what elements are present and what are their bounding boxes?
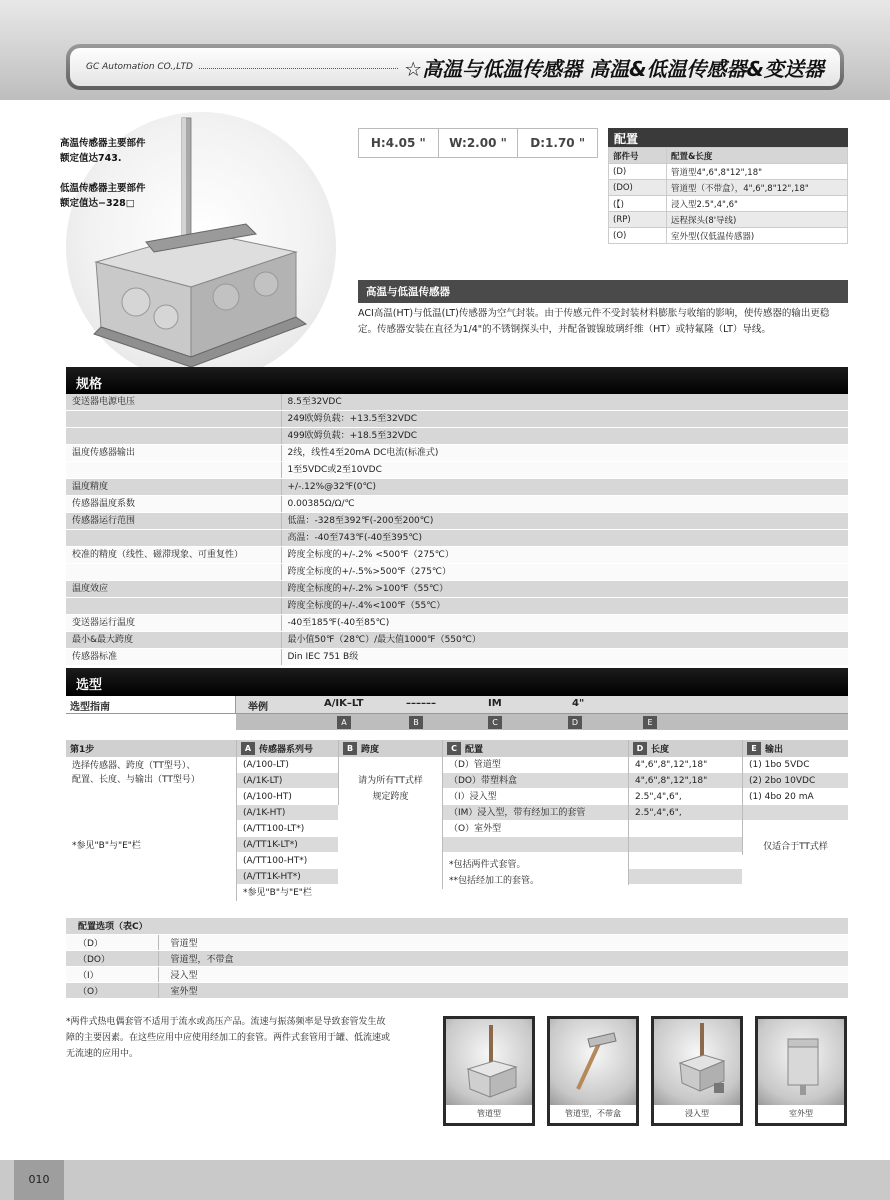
series-item: (A/100-LT) bbox=[237, 757, 338, 773]
example-part-d: 4" bbox=[572, 698, 585, 709]
step1-line: 配置、长度、与输出（TT型号） bbox=[72, 775, 200, 785]
series-header: 传感器系列号 bbox=[259, 745, 314, 755]
config-note: **包括经加工的套管。 bbox=[443, 873, 628, 889]
intro-heading: 高温与低温传感器 bbox=[358, 280, 848, 303]
span-text: 规定跨度 bbox=[339, 789, 442, 805]
letter-e: E bbox=[643, 716, 657, 729]
config-desc: 室外型(仅低温传感器) bbox=[667, 228, 848, 244]
photo-caption: 管道型，不带盒 bbox=[550, 1105, 636, 1123]
step1-note: *参见"B"与"E"栏 bbox=[66, 838, 236, 854]
spec-key: 最小&最大跨度 bbox=[66, 632, 281, 649]
page-title: ☆高温与低温传感器 高温&低温传感器&变送器 bbox=[404, 56, 824, 81]
spec-value: 跨度全标度的+/-.5%>500℉（275℃） bbox=[281, 564, 848, 581]
spec-value: 跨度全标度的+/-.2% >100℉（55℃） bbox=[281, 581, 848, 598]
option-desc: 浸入型 bbox=[158, 966, 848, 982]
spec-key: 变送器电源电压 bbox=[66, 394, 281, 411]
series-item: (A/TT1K-LT*) bbox=[237, 837, 338, 853]
letter-d: D bbox=[568, 716, 582, 729]
step1-header: 第1步 bbox=[66, 740, 236, 757]
config-item: （D）管道型 bbox=[443, 757, 628, 773]
spec-value: 2线，线性4至20mA DC电流(标准式) bbox=[281, 445, 848, 462]
length-item: 2.5",4",6", bbox=[629, 789, 742, 805]
option-desc: 管道型 bbox=[158, 934, 848, 950]
letter-c: C bbox=[488, 716, 502, 729]
option-code: （D） bbox=[66, 934, 158, 950]
spec-value: 低温：-328至392℉(-200至200℃) bbox=[281, 513, 848, 530]
config-table-title: 配置 bbox=[608, 128, 848, 147]
length-item: 4",6",8",12",18" bbox=[629, 773, 742, 789]
letter-c-badge: C bbox=[447, 742, 461, 755]
spec-key: 温度效应 bbox=[66, 581, 281, 598]
footnote-line: *两件式热电偶套管不适用于流水或高压产品。流速与振荡频率是导致套管发生故 bbox=[66, 1017, 386, 1027]
options-c-table bbox=[66, 918, 848, 999]
spec-key: 传感器运行范围 bbox=[66, 513, 281, 530]
spec-value: Din IEC 751 B级 bbox=[281, 649, 848, 666]
letter-d-badge: D bbox=[633, 742, 647, 755]
example-part-a: A/IK–LT bbox=[324, 698, 364, 709]
depth-dimension: D:1.70 " bbox=[530, 136, 586, 150]
step1-text bbox=[66, 757, 236, 788]
output-item: (2) 2bo 10VDC bbox=[743, 773, 848, 789]
spec-key: 变送器运行温度 bbox=[66, 615, 281, 632]
photo-duct-no-box bbox=[547, 1016, 639, 1126]
span-header: 跨度 bbox=[361, 745, 380, 755]
config-part: (DO) bbox=[609, 180, 667, 196]
photo-outdoor bbox=[755, 1016, 847, 1126]
series-item: (A/100-HT) bbox=[237, 789, 338, 805]
spec-value: 1至5VDC或2至10VDC bbox=[281, 462, 848, 479]
intro-paragraph: ACI高温(HT)与低温(LT)传感器为空气封装。由于传感元件不受封装材料膨胀与收缩的影响，使传感器的输出更稳定。传感器安装在直径为1/4"的不锈钢探头中，并配备镀镍玻璃纤维（HT）或特氟隆（LT）导线。 bbox=[358, 308, 830, 335]
selection-guide bbox=[66, 696, 848, 730]
note-line: 低温传感器主要部件 bbox=[60, 183, 146, 194]
letter-e-badge: E bbox=[747, 742, 761, 755]
spec-value: 499欧姆负载：+18.5至32VDC bbox=[281, 428, 848, 445]
config-blank bbox=[443, 837, 628, 853]
config-col-part: 部件号 bbox=[609, 148, 667, 164]
footnote-line: 无流速的应用中。 bbox=[66, 1049, 139, 1059]
series-item: (A/1K-HT) bbox=[237, 805, 338, 821]
spec-key: 温度精度 bbox=[66, 479, 281, 496]
spec-key: 传感器标准 bbox=[66, 649, 281, 666]
duct-probe-image bbox=[550, 1019, 636, 1105]
series-item: (A/TT100-LT*) bbox=[237, 821, 338, 837]
length-item: 2.5",4",6", bbox=[629, 805, 742, 821]
company-name: GC Automation CO.,LTD bbox=[86, 62, 193, 72]
config-table bbox=[608, 128, 848, 244]
dimensions-box bbox=[358, 128, 598, 158]
output-header: 输出 bbox=[765, 745, 784, 755]
example-part-b: –––––– bbox=[406, 698, 436, 709]
spec-value: +/-.12%@32℉(0℃) bbox=[281, 479, 848, 496]
output-blank bbox=[743, 805, 848, 821]
note-line: 高温传感器主要部件 bbox=[60, 138, 146, 149]
spec-table bbox=[66, 394, 848, 666]
config-part: (D) bbox=[609, 164, 667, 180]
step1-line: 选择传感器、跨度（TT型号）、 bbox=[72, 761, 196, 771]
series-item: (A/TT100-HT*) bbox=[237, 853, 338, 869]
spec-key: 温度传感器输出 bbox=[66, 445, 281, 462]
output-note: 仅适合于TT式样 bbox=[743, 839, 848, 855]
config-header: 配置 bbox=[465, 745, 484, 755]
series-note: *参见"B"与"E"栏 bbox=[237, 885, 338, 901]
output-item: (1) 1bo 5VDC bbox=[743, 757, 848, 773]
letter-a: A bbox=[337, 716, 351, 729]
option-code: （DO） bbox=[66, 950, 158, 966]
spec-value: 高温：-40至743℉(-40至395℃) bbox=[281, 530, 848, 547]
photo-caption: 浸入型 bbox=[654, 1105, 740, 1123]
side-note bbox=[60, 136, 146, 211]
photo-immersion bbox=[651, 1016, 743, 1126]
config-desc: 管道型4",6",8"12",18" bbox=[667, 164, 848, 180]
config-note: *包括两件式套管。 bbox=[443, 857, 628, 873]
footnote bbox=[66, 1014, 438, 1062]
config-item: （I）浸入型 bbox=[443, 789, 628, 805]
spec-value: 8.5至32VDC bbox=[281, 394, 848, 411]
note-line: 额定值达−328□ bbox=[60, 198, 135, 209]
spec-value: 跨度全标度的+/-.4%<100℉（55℃） bbox=[281, 598, 848, 615]
dotted-leader bbox=[199, 68, 398, 69]
config-desc: 浸入型2.5",4",6" bbox=[667, 196, 848, 212]
footer-band bbox=[0, 1160, 890, 1200]
options-c-title: 配置选项（表C） bbox=[66, 918, 848, 934]
option-code: （O） bbox=[66, 982, 158, 998]
config-part: (【) bbox=[609, 196, 667, 212]
length-blank bbox=[629, 821, 742, 837]
output-item: (1) 4bo 20 mA bbox=[743, 789, 848, 805]
spec-value: 最小值50℉（28℃）/最大值1000℉（550℃） bbox=[281, 632, 848, 649]
note-line: 额定值达743. bbox=[60, 153, 122, 164]
span-text: 请为所有TT式样 bbox=[339, 773, 442, 789]
height-dimension: H:4.05 " bbox=[359, 129, 439, 157]
length-header: 长度 bbox=[651, 745, 670, 755]
example-label: 举例 bbox=[248, 702, 268, 713]
config-item: （O）室外型 bbox=[443, 821, 628, 837]
config-part: (O) bbox=[609, 228, 667, 244]
option-desc: 管道型，不带盒 bbox=[158, 950, 848, 966]
config-item: （DO）带塑料盒 bbox=[443, 773, 628, 789]
letter-b: B bbox=[409, 716, 423, 729]
footnote-line: 障的主要因素。在这些应用中应使用经加工的套管。两件式套管用于罐、低流速或 bbox=[66, 1033, 391, 1043]
config-col-length: 配置&长度 bbox=[667, 148, 848, 164]
photo-duct bbox=[443, 1016, 535, 1126]
guide-label: 选型指南 bbox=[66, 696, 236, 713]
spec-value: 跨度全标度的+/-.2% <500℉（275℃） bbox=[281, 547, 848, 564]
option-code: （I） bbox=[66, 966, 158, 982]
photo-caption: 室外型 bbox=[758, 1105, 844, 1123]
letter-b-badge: B bbox=[343, 742, 357, 755]
spec-key: 校准的精度（线性、磁滞现象、可重复性） bbox=[66, 547, 281, 564]
spec-key: 传感器温度系数 bbox=[66, 496, 281, 513]
spec-section-title: 规格 bbox=[66, 367, 848, 395]
config-part: (RP) bbox=[609, 212, 667, 228]
length-blank bbox=[629, 837, 742, 853]
config-item: （IM）浸入型，带有经加工的套管 bbox=[443, 805, 628, 821]
outdoor-sensor-image bbox=[758, 1019, 844, 1105]
spec-value: 249欧姆负载：+13.5至32VDC bbox=[281, 411, 848, 428]
config-desc: 远程探头(8'导线) bbox=[667, 212, 848, 228]
photo-caption: 管道型 bbox=[446, 1105, 532, 1123]
steps-table bbox=[66, 740, 848, 902]
series-item: (A/TT1K-HT*) bbox=[237, 869, 338, 885]
example-part-c: IM bbox=[488, 698, 502, 709]
immersion-sensor-image bbox=[654, 1019, 740, 1105]
config-desc: 管道型（不带盒），4",6",8"12",18" bbox=[667, 180, 848, 196]
series-item: (A/1K-LT) bbox=[237, 773, 338, 789]
duct-sensor-image bbox=[446, 1019, 532, 1105]
option-desc: 室外型 bbox=[158, 982, 848, 998]
length-item: 4",6",8",12",18" bbox=[629, 757, 742, 773]
page-number: 010 bbox=[14, 1160, 64, 1200]
selection-section-title: 选型 bbox=[66, 668, 848, 696]
width-dimension: W:2.00 " bbox=[439, 129, 519, 157]
spec-value: -40至185℉(-40至85℃) bbox=[281, 615, 848, 632]
letter-a-badge: A bbox=[241, 742, 255, 755]
spec-value: 0.00385Ω/Ω/℃ bbox=[281, 496, 848, 513]
length-blank bbox=[629, 853, 742, 869]
length-blank bbox=[629, 869, 742, 885]
title-bar bbox=[66, 44, 844, 90]
